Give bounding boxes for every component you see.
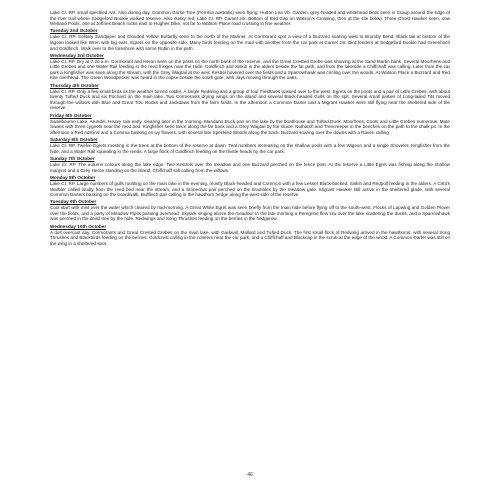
entry-heading: Tuesday 2nd October [50,28,98,34]
entry-heading: Wednesday 3rd October [50,52,104,58]
entry-body: Lake Cr. RP. Large numbers of gulls roosting on the main lake in the evening, mostly Black-headed and Common with a few Lesser Black-backed. Siskin and Redpoll feeding in the alders. A Cetti's Warbler called loudly from the reed bed near the stream, and a Stonechat pair perched on the brambles by the meadow gate. Migrant Hawker still active in the sheltered glade, with several Common Darters basking on the boardwalk. Bullfinch pair calling in the hawthorn hedge along the west side of the reserve. [50,180,450,198]
diary-entry-oct-9 [50,199,450,222]
entry-body: Swanbourne Lake, Arundel. Heavy rain early, clearing later in the morning. Mandarin Duck pair on the lake by the boathouse and Tufted Duck. Moorhens, Coots and Little Grebes numerous. Mute Swans with three cygnets near the reed bed. Kingfisher seen twice along the far bank and a Grey Wagtail by the sluice. Nuthatch and Treecreeper in the beeches on the path to the chalk pit. In the afternoon a Red Admiral and a Comma basking on ivy flowers, with several late Speckled Woods along the track. Buzzard soaring over the downs with a Raven calling. [50,118,450,135]
diary-entry-oct-6 [50,137,450,154]
diary-entry-oct-5 [50,113,450,136]
entry-body: Lake Cr. RP. The autumn colours along the lake edge. Two Kestrels over the meadow and one Buzzard perched on the fence post. At the reserve a Little Egret was fishing along the shallow margins and a Grey Heron standing on the island. Chiffchaff still calling from the willows. [50,162,450,173]
diary-entry-oct-4 [50,83,450,111]
diary-entry-oct-2 [50,28,450,51]
entry-body: Cool start with mist over the water which cleared by mid-morning. A Great White Egret was seen briefly from the main hide before flying off to the south-west. Flocks of Lapwing and Golden Plover over the fields, and a party of Meadow Pipits passing overhead. Skylark singing above the meadow. In the late morning a Peregrine flew low over the lake scattering the ducks, and a Sparrowhawk was perched in the dead tree by the hide. Redwings and Song Thrushes feeding on the berries in the hedgerow. [50,205,450,222]
entry-heading: Monday 8th October [50,174,96,180]
entry-body: A dull overcast day. Cormorants and Great Crested Grebes on the main lake, with Gadwall, Mallard and Tufted Duck. The first small flock of Redwing arrived in the hawthorns, with several Song Thrushes and Blackbirds feeding on the berries. Goldcrest calling in the conifers near the car park, and a Chiffchaff and Blackcap in the scrub at the edge of the wood. A Common Darter was still on the wing in a sheltered spot. [50,229,450,246]
intro-paragraph: Lake Cr. RP, small speckled Ant. Also during day, Common Gorse Tree (Perrinia australis) seen flying; Hutton Lea Vb. Garden, grey-headed and whitehead birds seen in Scaup around the edge of the river trail where Sedgeford Bookie walked reserve. Also dusky red, Lake Cr. RP, Camel Jnr. Bottom of Bird Gap on Watson's Crossing, then at the site below. Three Ghost Hawker seen, now Wetland Pools, one at Jeffries Beach rocks east to Hughes Dike, not far to Watson Place road crossing in fine weather. [50,10,450,27]
diary-entry-oct-8 [50,175,450,198]
entry-body: Lake Cr. RP. Dry at 7.20 a.m. Cormorant and Heron seen on the posts on the north bank of the reserve, and the Great Crested Grebe was showing at the Sand Martin bank. Several Moorhens and Little Grebes and one Water Rail feeding in the reed fringes near the Hide. Goldfinch and Siskin in the alders beside the far path, and from the lakeside a Chiffchaff was calling. Later from the car park a Kingfisher was seen along the stream, with the Grey Wagtail at the weir. Kestrel hovered over the fields and a Sparrowhawk was circling over the woods. At Watson Place a Buzzard and Red Kite overhead. The Green Woodpecker was heard in the copse beside the south gate, with Jays moving through the oaks. [50,58,450,81]
entry-heading: Saturday 6th October [50,137,98,143]
entry-body: Lake Cr. RP. Twelve Egrets roosting in the trees at the bottom of the reserve at dawn. Teal numbers increasing on the shallow pools with a few Wigeon and a single Shoveler. Kingfisher from the hide, and a Water Rail squealing in the reeds. A large flock of Goldfinch feeding on the thistle heads by the car park. [50,143,450,154]
document-page [50,10,450,490]
entry-body: Lake Cr. RP. Solitary Sandpiper and Clouded Yellow Butterfly seen to the north of the Mariner. At Cormorant spot a view of a Buzzard soaring west to Brumby Bend. Black tail at bottom of the lagoon looked like Wren with big ears. Egrets on the opposite side. Many birds feeding on the mud with another from the car park at Camel Jnr. Bird feeders at Sedgeford Bookie had Greenfinch and Goldfinch. Walk over to the foreshore with some Robin in the path. [50,34,450,51]
entry-body: Lake Cr. RP. Only a few small birds as the weather turned colder. A single Redwing and a group of four Fieldfares passed over to the west. Egrets on the pools and a pair of Little Grebes, with about twenty Tufted Duck and six Pochard on the main lake. Two Cormorants drying wings on the island and several Black-headed Gulls on the spit. Several small parties of Long-tailed Tits moved through the willows with Blue and Great Tits. Rooks and Jackdaws from the farm fields. In the afternoon a Common Darter and a Migrant Hawker were still flying near the sheltered side of the reserve. [50,88,450,111]
page-number: 46 [247,472,253,478]
diary-entry-oct-7 [50,156,450,173]
entry-heading: Friday 5th October [50,112,92,118]
entry-heading: Tuesday 9th October [50,199,97,205]
entry-heading: Wednesday 10th October [50,223,107,229]
entry-heading: Sunday 7th October [50,156,95,162]
diary-entry-oct-10 [50,224,450,247]
diary-entry-oct-3 [50,53,450,81]
entry-heading: Thursday 4th October [50,82,99,88]
